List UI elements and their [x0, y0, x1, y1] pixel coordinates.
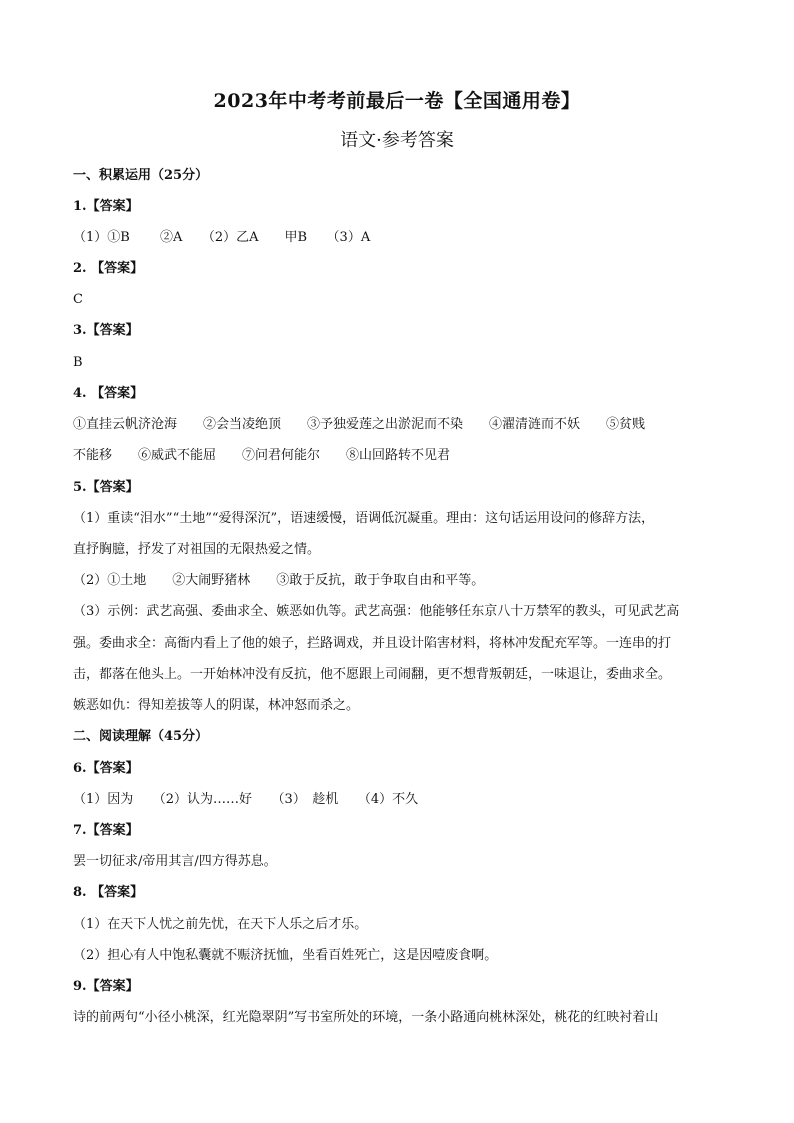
q3-answer: B — [73, 355, 83, 370]
q5-answer-line-6: 击，都落在他头上。一开始林冲没有反抗，他不愿跟上司闹翻，更不想背叛朝廷，一味退让，委曲求全。 — [73, 667, 672, 682]
section-heading-2: 二、阅读理解（45分） — [73, 729, 209, 744]
document-subtitle: 语文·参考答案 — [340, 130, 454, 151]
q8-answer-line-2: （2）担心有人中饱私囊就不赈济抚恤，坐看百姓死亡，这是因噎废食啊。 — [73, 948, 498, 963]
q9-answer-line-1: 诗的前两句“小径小桃深，红光隐翠阴”写书室所处的环境，一条小路通向桃林深处，桃花的红映衬着山 — [73, 1010, 659, 1025]
q1-heading: 1.【答案】 — [73, 199, 139, 214]
q6-answer: （1）因为 （2）认为……好 （3） 趁机 （4）不久 — [73, 792, 419, 807]
q3-heading: 3.【答案】 — [73, 323, 139, 338]
q5-answer-line-3: （2）①土地 ②大闹野猪林 ③敢于反抗，敢于争取自由和平等。 — [73, 573, 485, 588]
q7-answer: 罢一切征求/帝用其言/四方得苏息。 — [73, 854, 277, 869]
q5-heading: 5.【答案】 — [73, 480, 139, 495]
q8-answer-line-1: （1）在天下人忧之前先忧，在天下人乐之后才乐。 — [73, 917, 368, 932]
q4-heading: 4. 【答案】 — [73, 386, 144, 401]
q9-heading: 9.【答案】 — [73, 979, 139, 994]
q2-answer: C — [73, 292, 83, 307]
q4-answer-line-2: 不能移 ⑥威武不能屈 ⑦问君何能尔 ⑧山回路转不见君 — [73, 448, 451, 463]
q6-heading: 6.【答案】 — [73, 761, 139, 776]
q5-answer-line-2: 直抒胸臆，抒发了对祖国的无限热爱之情。 — [73, 542, 321, 557]
q2-heading: 2. 【答案】 — [73, 261, 144, 276]
section-heading-1: 一、积累运用（25分） — [73, 168, 209, 183]
q1-answer: （1）①B ②A （2）乙A 甲B （3）A — [73, 230, 371, 245]
q5-answer-line-1: （1）重读“泪水”“土地”“爱得深沉”，语速缓慢，语调低沉凝重。理由：这句话运用设问的修辞方法， — [73, 511, 655, 526]
q7-heading: 7.【答案】 — [73, 823, 139, 838]
document-title: 2023年中考考前最后一卷【全国通用卷】 — [213, 90, 581, 112]
q5-answer-line-7: 嫉恶如仇：得知差拔等人的阴谋，林冲怒而杀之。 — [73, 698, 360, 713]
q8-heading: 8. 【答案】 — [73, 885, 144, 900]
q4-answer-line-1: ①直挂云帆济沧海 ②会当凌绝顶 ③予独爱莲之出淤泥而不染 ④濯清涟而不妖 ⑤贫贱 — [73, 417, 646, 432]
q5-answer-line-4: （3）示例：武艺高强、委曲求全、嫉恶如仇等。武艺高强：他能够任东京八十万禁军的教头，可见武艺高 — [73, 604, 680, 619]
q5-answer-line-5: 强。委曲求全：高衙内看上了他的娘子，拦路调戏，并且设计陷害材料，将林冲发配充军等。一连串的打 — [73, 636, 672, 651]
